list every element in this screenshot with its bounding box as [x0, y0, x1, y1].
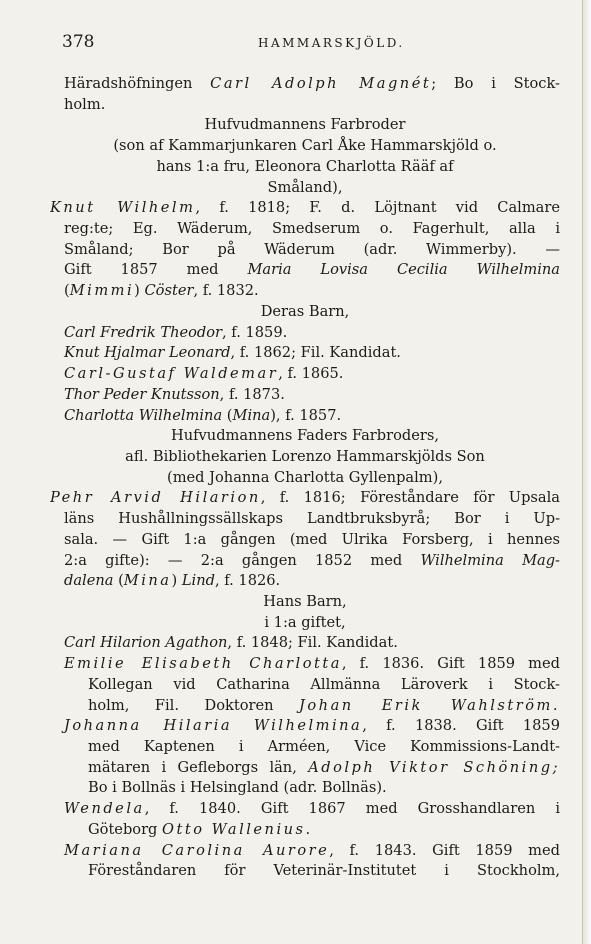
running-head: HAMMARSKJÖLD. [258, 36, 405, 50]
text-line [50, 654, 560, 675]
text-line [50, 323, 560, 344]
text-line [50, 260, 560, 281]
name-text: Pehr Arvid Hilarion [50, 489, 261, 507]
line-text: Hufvudmannens Faders Farbroders, [171, 427, 439, 445]
name-text: Lind [181, 572, 215, 590]
name-text: dalena [64, 572, 114, 590]
line-text: (med Johanna Charlotta Gyllenpalm), [167, 468, 443, 486]
line-text: , f. 1818; F. d. Löjtnant vid Calmare [195, 199, 560, 217]
line-text: reg:te; Eg. Wäderum, Smedserum o. Fagerhult, alla i [64, 220, 560, 238]
line-text: ), f. 1857. [270, 406, 342, 424]
line-text: ( [222, 406, 233, 424]
text-line [50, 343, 560, 364]
text-line [50, 219, 560, 240]
text-line [50, 737, 560, 758]
line-text: Häradshöfningen [64, 75, 211, 92]
line-text: , f. 1873. [219, 385, 285, 403]
text-line [50, 198, 560, 219]
text-line [50, 530, 560, 551]
text-line [50, 551, 560, 572]
name-text: Wendela [64, 800, 145, 818]
line-text: , f. 1862; Fil. Kandidat. [230, 344, 401, 362]
line-text: hans 1:a fru, Eleonora Charlotta Rääf af [156, 157, 454, 175]
text-line [50, 157, 560, 178]
name-text: Mina [232, 406, 271, 424]
text-line [50, 841, 560, 862]
line-text: Gift 1857 med [64, 261, 248, 279]
page-header [62, 32, 562, 54]
name-text: Knut Wilhelm [50, 199, 196, 217]
line-text: Deras Barn, [260, 302, 350, 320]
name-text: Knut Hjalmar Leonard [64, 344, 231, 362]
line-text: , f. 1843. Gift 1859 med [329, 841, 560, 859]
name-text: Johan Erik Wahlström. [299, 696, 560, 714]
name-text: Mina [123, 572, 172, 590]
line-text: Göteborg [88, 820, 163, 838]
line-text: Småland), [267, 178, 343, 196]
line-text: Föreståndaren för Veterinär-Institutet i Stockholm, [88, 862, 560, 880]
line-text: ) [171, 572, 182, 590]
text-line [50, 426, 560, 447]
line-text: , f. 1836. Gift 1859 med [341, 655, 560, 673]
line-text: i 1:a giftet, [264, 613, 346, 631]
line-text: läns Hushållningssällskaps Landtbruksbyrå; Bor i Up- [64, 510, 560, 528]
text-line [50, 820, 560, 841]
line-text: holm, Fil. Doktoren [88, 696, 300, 714]
line-text: (son af Kammarjunkaren Carl Åke Hammarskjöld o. [113, 137, 497, 155]
name-text: Maria Lovisa Cecilia Wilhelmina [247, 261, 560, 279]
line-text: ( [113, 572, 124, 590]
text-line [50, 136, 560, 157]
text-line [50, 592, 560, 613]
name-text: Mariana Carolina Aurore [64, 841, 330, 859]
line-text: ( [64, 282, 70, 300]
text-line [50, 178, 560, 199]
text-line [50, 240, 560, 261]
text-line [50, 115, 560, 136]
line-text: , f. 1848; Fil. Kandidat. [227, 634, 398, 652]
line-text: 2:a gifte): — 2:a gången 1852 med [64, 551, 421, 569]
name-text: Carl-Gustaf Waldemar [64, 365, 279, 383]
text-line [50, 758, 560, 779]
name-text: Otto Wallenius. [162, 820, 313, 838]
line-text: sala. — Gift 1:a gången (med Ulrika Forsberg, i hennes [64, 530, 560, 548]
name-text: Carl Fredrik Theodor [64, 323, 223, 341]
text-line [50, 509, 560, 530]
name-text: Cöster [144, 282, 194, 300]
page-edge [582, 0, 591, 944]
name-text: Charlotta Wilhelmina [64, 406, 223, 424]
page-number: 378 [62, 32, 95, 52]
text-line [50, 861, 560, 882]
name-text: Adolph Viktor Schöning; [308, 758, 560, 776]
line-text: , f. 1838. Gift 1859 [362, 717, 560, 735]
name-text: Carl Adolph Magnét [210, 75, 432, 92]
line-text: , f. 1840. Gift 1867 med Grosshandlaren i [144, 800, 560, 818]
line-text: Kollegan vid Catharina Allmänna Läroverk i Stock- [88, 675, 560, 693]
line-text: afl. Bibliothekarien Lorenzo Hammarskjölds Son [125, 447, 485, 465]
text-line [50, 613, 560, 634]
text-line [50, 385, 560, 406]
text-line [50, 302, 560, 323]
line-text: Hans Barn, [263, 592, 347, 610]
text-line [50, 468, 560, 489]
line-text: Småland; Bor på Wäderum (adr. Wimmerby). — [64, 240, 560, 258]
text-line [50, 778, 560, 799]
line-text: Bo i Bollnäs i Helsingland (adr. Bollnäs). [88, 779, 387, 797]
line-text: med Kaptenen i Arméen, Vice Kommissions-Landt- [88, 738, 560, 755]
name-text: Thor Peder Knutsson [64, 385, 220, 403]
line-text: , f. 1826. [214, 572, 281, 590]
name-text: Carl Hilarion Agathon [64, 634, 228, 652]
text-line [50, 281, 560, 302]
line-text: ) [134, 282, 145, 300]
text-line [50, 799, 560, 820]
text-line [50, 675, 560, 696]
text-line [50, 95, 560, 116]
line-text: Hufvudmannens Farbroder [204, 116, 406, 134]
line-text: , f. 1859. [222, 323, 288, 341]
name-text: Mimmi [69, 282, 135, 300]
text-line [50, 74, 560, 95]
text-line [50, 406, 560, 427]
text-line [50, 488, 560, 509]
text-line [50, 716, 560, 737]
text-line [50, 447, 560, 468]
text-line [50, 696, 560, 717]
line-text: ; Bo i Stock- [431, 75, 560, 92]
text-line [50, 633, 560, 654]
text-line [50, 364, 560, 385]
line-text: , f. 1816; Föreståndare för Upsala [260, 489, 560, 507]
name-text: Wilhelmina Mag- [420, 551, 560, 569]
line-text: mätaren i Gefleborgs län, [88, 758, 309, 776]
genealogy-text [50, 74, 560, 882]
text-line [50, 571, 560, 592]
name-text: Emilie Elisabeth Charlotta [64, 655, 342, 673]
line-text: , f. 1865. [278, 365, 344, 383]
name-text: Johanna Hilaria Wilhelmina [64, 717, 363, 735]
line-text: , f. 1832. [193, 282, 259, 300]
line-text: holm. [64, 95, 106, 113]
